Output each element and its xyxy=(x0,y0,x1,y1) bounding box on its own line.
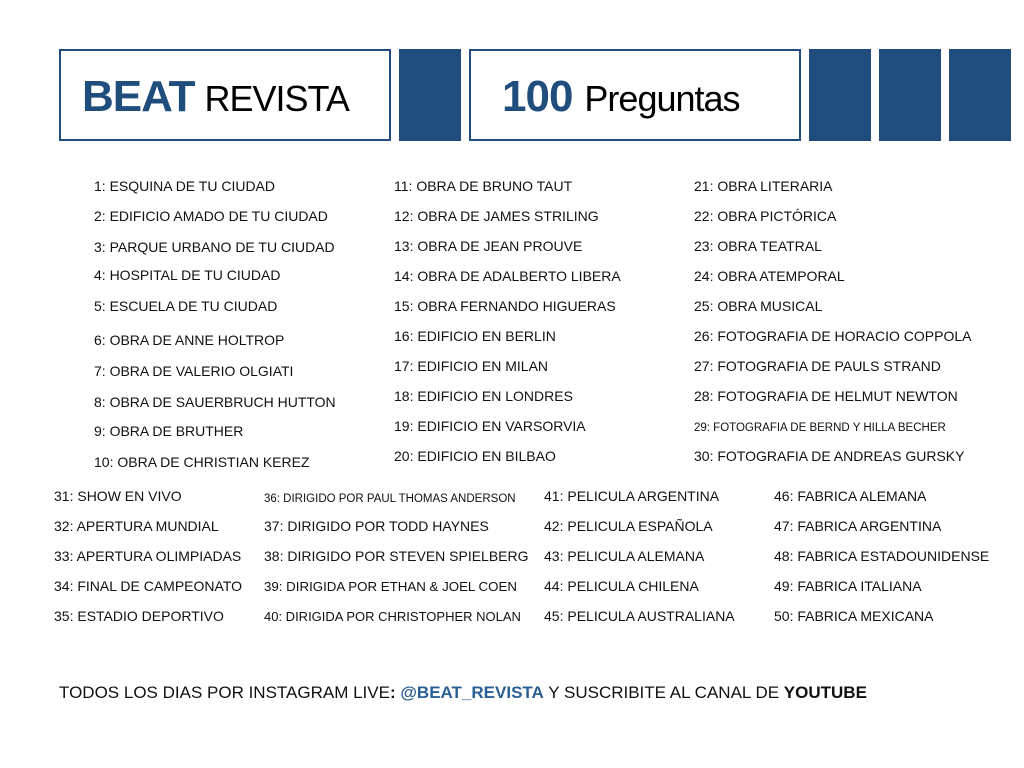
blue-square-1 xyxy=(399,49,461,141)
question-item: 23: OBRA TEATRAL xyxy=(694,238,822,254)
question-item: 41: PELICULA ARGENTINA xyxy=(544,488,720,504)
question-item: 44: PELICULA CHILENA xyxy=(544,578,699,594)
question-item: 39: DIRIGIDA POR ETHAN & JOEL COEN xyxy=(264,579,517,594)
question-item: 48: FABRICA ESTADOUNIDENSE xyxy=(774,548,990,564)
question-item: 3: PARQUE URBANO DE TU CIUDAD xyxy=(94,239,335,255)
question-item: 28: FOTOGRAFIA DE HELMUT NEWTON xyxy=(694,388,958,404)
question-item: 37: DIRIGIDO POR TODD HAYNES xyxy=(264,518,489,534)
question-item: 24: OBRA ATEMPORAL xyxy=(694,268,845,284)
brand-title xyxy=(82,72,349,122)
footer-text-2: Y SUSCRIBITE AL CANAL DE xyxy=(543,683,784,702)
question-item: 11: OBRA DE BRUNO TAUT xyxy=(394,178,573,194)
question-item: 43: PELICULA ALEMANA xyxy=(544,548,705,564)
question-item: 33: APERTURA OLIMPIADAS xyxy=(54,548,242,564)
question-item: 14: OBRA DE ADALBERTO LIBERA xyxy=(394,268,621,284)
question-item: 46: FABRICA ALEMANA xyxy=(774,488,927,504)
question-item: 34: FINAL DE CAMPEONATO xyxy=(54,578,243,594)
question-item: 13: OBRA DE JEAN PROUVE xyxy=(394,238,583,254)
question-item: 10: OBRA DE CHRISTIAN KEREZ xyxy=(94,454,310,470)
count-rest: Preguntas xyxy=(584,78,740,119)
question-item: 15: OBRA FERNANDO HIGUERAS xyxy=(394,298,616,314)
question-item: 5: ESCUELA DE TU CIUDAD xyxy=(94,298,278,314)
footer-line xyxy=(59,683,867,703)
youtube-link[interactable]: YOUTUBE xyxy=(783,683,867,702)
question-item: 38: DIRIGIDO POR STEVEN SPIELBERG xyxy=(264,548,529,564)
question-item: 21: OBRA LITERARIA xyxy=(694,178,833,194)
question-item: 36: DIRIGIDO POR PAUL THOMAS ANDERSON xyxy=(264,493,516,505)
question-item: 20: EDIFICIO EN BILBAO xyxy=(394,448,556,464)
instagram-handle-link[interactable]: @BEAT_REVISTA xyxy=(400,683,544,702)
question-item: 17: EDIFICIO EN MILAN xyxy=(394,358,549,374)
blue-square-3 xyxy=(879,49,941,141)
question-item: 35: ESTADIO DEPORTIVO xyxy=(54,608,224,624)
brand-bold: BEAT xyxy=(82,72,195,121)
question-item: 22: OBRA PICTÓRICA xyxy=(694,208,837,224)
question-item: 2: EDIFICIO AMADO DE TU CIUDAD xyxy=(94,208,328,224)
question-item: 16: EDIFICIO EN BERLIN xyxy=(394,328,556,344)
question-item: 1: ESQUINA DE TU CIUDAD xyxy=(94,178,276,194)
question-item: 32: APERTURA MUNDIAL xyxy=(54,518,219,534)
question-item: 26: FOTOGRAFIA DE HORACIO COPPOLA xyxy=(694,328,972,344)
question-item: 12: OBRA DE JAMES STRILING xyxy=(394,208,599,224)
footer-colon: : xyxy=(389,683,401,702)
question-item: 50: FABRICA MEXICANA xyxy=(774,608,934,624)
count-title xyxy=(502,72,740,122)
footer-text-1: TODOS LOS DIAS POR INSTAGRAM LIVE xyxy=(59,683,390,702)
brand-rest: REVISTA xyxy=(204,78,349,119)
question-item: 45: PELICULA AUSTRALIANA xyxy=(544,608,735,624)
question-item: 18: EDIFICIO EN LONDRES xyxy=(394,388,573,404)
blue-square-4 xyxy=(949,49,1011,141)
question-item: 25: OBRA MUSICAL xyxy=(694,298,823,314)
question-item: 9: OBRA DE BRUTHER xyxy=(94,423,244,439)
question-item: 4: HOSPITAL DE TU CIUDAD xyxy=(94,267,281,283)
question-item: 31: SHOW EN VIVO xyxy=(54,488,182,504)
question-item: 19: EDIFICIO EN VARSORVIA xyxy=(394,418,586,434)
question-item: 42: PELICULA ESPAÑOLA xyxy=(544,518,713,534)
question-item: 7: OBRA DE VALERIO OLGIATI xyxy=(94,363,294,379)
question-item: 6: OBRA DE ANNE HOLTROP xyxy=(94,332,285,348)
question-item: 8: OBRA DE SAUERBRUCH HUTTON xyxy=(94,394,336,410)
question-item: 29: FOTOGRAFIA DE BERND Y HILLA BECHER xyxy=(694,422,946,434)
question-item: 27: FOTOGRAFIA DE PAULS STRAND xyxy=(694,358,941,374)
question-item: 40: DIRIGIDA POR CHRISTOPHER NOLAN xyxy=(264,609,521,624)
question-item: 30: FOTOGRAFIA DE ANDREAS GURSKY xyxy=(694,448,965,464)
question-item: 49: FABRICA ITALIANA xyxy=(774,578,922,594)
question-item: 47: FABRICA ARGENTINA xyxy=(774,518,942,534)
blue-square-2 xyxy=(809,49,871,141)
count-bold: 100 xyxy=(502,72,573,121)
